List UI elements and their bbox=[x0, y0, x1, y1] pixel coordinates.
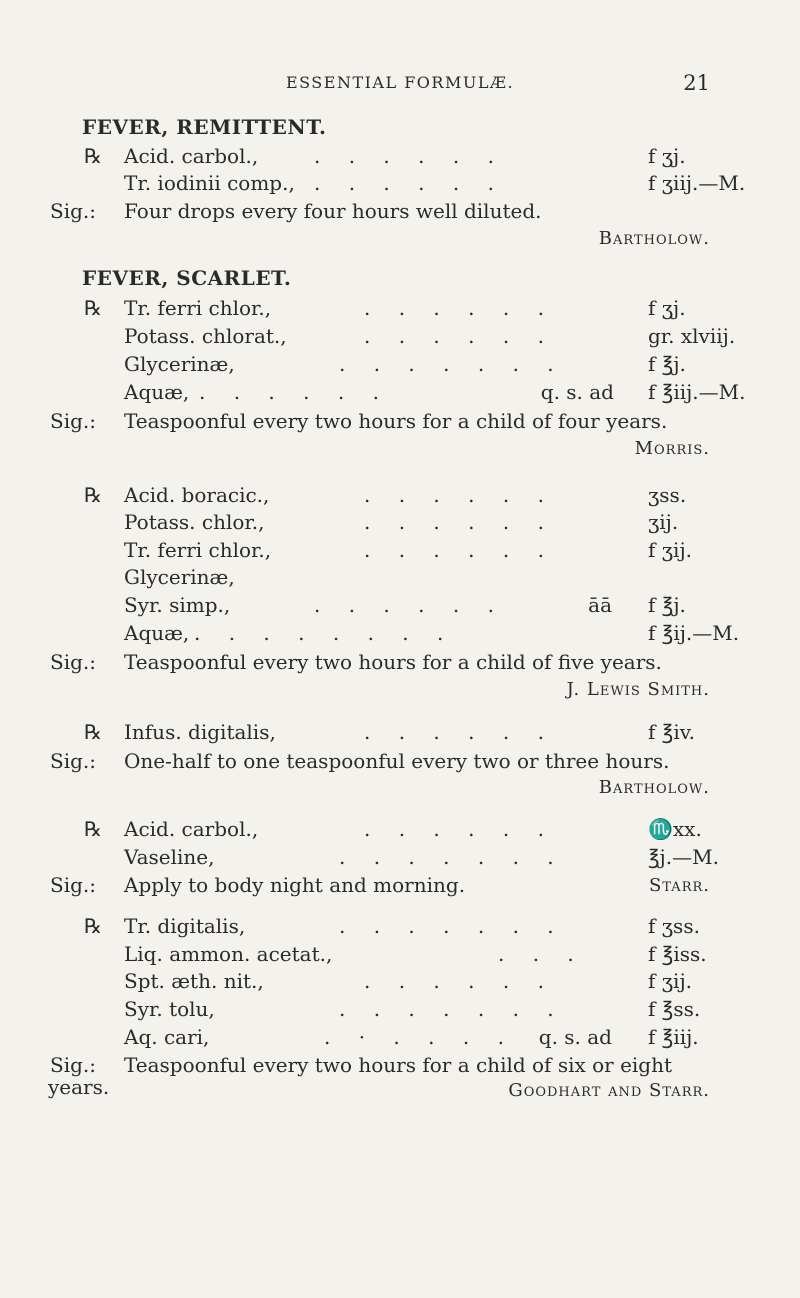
leader-dots: . . . . . . bbox=[364, 296, 555, 320]
sig-label: Sig.: bbox=[50, 1053, 96, 1077]
leader-dots: . . . . . . . . bbox=[194, 621, 455, 645]
ingredient-name: Potass. chlorat., bbox=[124, 324, 287, 348]
sig-text: One-half to one teaspoonful every two or three hours. bbox=[124, 749, 670, 773]
page-number: 21 bbox=[683, 71, 710, 95]
author: Bartholow. bbox=[598, 228, 710, 249]
sig-text: Teaspoonful every two hours for a child of six or eight bbox=[124, 1053, 673, 1077]
ingredient-name: Liq. ammon. acetat., bbox=[124, 942, 333, 966]
sig-label: Sig.: bbox=[50, 650, 96, 674]
ingredient-name: Glycerinæ, bbox=[124, 352, 235, 376]
ingredient-name: Syr. tolu, bbox=[124, 997, 215, 1021]
ingredient-name: Aquæ, bbox=[124, 380, 190, 404]
signa-line bbox=[50, 199, 541, 223]
author: J. Lewis Smith. bbox=[566, 679, 710, 700]
rx-symbol: ℞ bbox=[84, 720, 102, 744]
ingredient-name: Tr. digitalis, bbox=[124, 914, 246, 938]
sig-label: Sig.: bbox=[50, 749, 96, 773]
ingredient-quantity: f ʒj. bbox=[648, 144, 686, 168]
ingredient-row bbox=[124, 845, 744, 871]
leader-dots: . . . . . . bbox=[364, 324, 555, 348]
ingredient-quantity: f ℥ij.—M. bbox=[648, 621, 740, 645]
ingredient-row bbox=[124, 720, 744, 746]
ingredient-row bbox=[124, 942, 744, 968]
sig-continuation: years. bbox=[48, 1075, 110, 1099]
ingredient-row bbox=[124, 565, 744, 591]
rx-symbol: ℞ bbox=[84, 296, 102, 320]
sig-text: Apply to body night and morning. bbox=[124, 873, 466, 897]
ingredient-name: Acid. boracic., bbox=[124, 483, 270, 507]
leader-dots: . . . . . . bbox=[364, 817, 555, 841]
ingredient-row bbox=[124, 538, 744, 564]
leader-dots: . . . . . . bbox=[364, 720, 555, 744]
leader-dots: . . . bbox=[498, 942, 585, 966]
ingredient-row bbox=[124, 510, 744, 536]
ingredient-quantity: f ʒiij.—M. bbox=[648, 171, 746, 195]
signa-line bbox=[50, 409, 667, 433]
signa-line bbox=[50, 749, 669, 773]
ingredient-quantity: f ℥iij.—M. bbox=[648, 380, 746, 404]
ingredient-quantity: f ʒj. bbox=[648, 296, 686, 320]
rx-symbol: ℞ bbox=[84, 144, 102, 168]
ingredient-name: Tr. iodinii comp., bbox=[124, 171, 295, 195]
ingredient-row bbox=[124, 1025, 744, 1051]
leader-dots: . . . . . . bbox=[364, 969, 555, 993]
ingredient-row bbox=[124, 969, 744, 995]
ingredient-quantity: ♏xx. bbox=[648, 817, 702, 841]
ingredient-name: Acid. carbol., bbox=[124, 144, 259, 168]
ingredient-quantity: f ℥j. bbox=[648, 593, 686, 617]
leader-dots: . . . . . . . bbox=[339, 997, 565, 1021]
leader-dots: . . . . . . bbox=[314, 593, 505, 617]
section-title-fever-scarlet: FEVER, SCARLET. bbox=[82, 266, 292, 290]
ingredient-row bbox=[124, 483, 744, 509]
ingredient-quantity: f ʒss. bbox=[648, 914, 700, 938]
ingredient-name: Tr. ferri chlor., bbox=[124, 538, 272, 562]
ingredient-row bbox=[124, 997, 744, 1023]
leader-dots: . . . . . . . bbox=[339, 914, 565, 938]
sig-text: Teaspoonful every two hours for a child of four years. bbox=[124, 409, 668, 433]
signa-line bbox=[50, 1053, 672, 1077]
leader-dots: . . . . . . . bbox=[339, 352, 565, 376]
ingredient-name: Vaseline, bbox=[124, 845, 215, 869]
sig-text: Teaspoonful every two hours for a child of five years. bbox=[124, 650, 662, 674]
ingredient-name: Aquæ, bbox=[124, 621, 190, 645]
ingredient-name: Aq. cari, bbox=[124, 1025, 210, 1049]
author: Starr. bbox=[649, 875, 710, 896]
ingredient-quantity: f ℥iss. bbox=[648, 942, 707, 966]
ingredient-name: Spt. æth. nit., bbox=[124, 969, 264, 993]
rx-symbol: ℞ bbox=[84, 483, 102, 507]
leader-dots: . . . . . . . bbox=[339, 845, 565, 869]
author: Goodhart and Starr. bbox=[508, 1080, 710, 1101]
ingredient-row bbox=[124, 324, 744, 350]
ingredient-name: Tr. ferri chlor., bbox=[124, 296, 272, 320]
rx-symbol: ℞ bbox=[84, 914, 102, 938]
running-title: ESSENTIAL FORMULÆ. bbox=[285, 73, 515, 92]
ingredient-quantity: ℥j.—M. bbox=[648, 845, 719, 869]
author: Bartholow. bbox=[598, 777, 710, 798]
ingredient-name: Infus. digitalis, bbox=[124, 720, 276, 744]
ingredient-name: Glycerinæ, bbox=[124, 565, 235, 589]
ingredient-quantity: f ℥j. bbox=[648, 352, 686, 376]
ingredient-quantity: f ℥iij. bbox=[648, 1025, 699, 1049]
ingredient-quantity: f ℥ss. bbox=[648, 997, 701, 1021]
ingredient-row bbox=[124, 621, 744, 647]
ingredient-row bbox=[124, 296, 744, 322]
leader-dots: . . . . . . bbox=[364, 483, 555, 507]
ingredient-row bbox=[124, 352, 744, 378]
section-title-fever-remittent: FEVER, REMITTENT. bbox=[82, 115, 327, 139]
ingredient-quantity: f ℥iv. bbox=[648, 720, 695, 744]
leader-dots: . . . . . . bbox=[364, 510, 555, 534]
ingredient-name: Syr. simp., bbox=[124, 593, 231, 617]
quantity-prefix: q. s. ad bbox=[538, 1025, 612, 1049]
ingredient-quantity: f ʒij. bbox=[648, 969, 693, 993]
ingredient-name: Potass. chlor., bbox=[124, 510, 265, 534]
quantity-prefix: q. s. ad bbox=[540, 380, 614, 404]
ingredient-quantity: gr. xlviij. bbox=[648, 324, 736, 348]
ingredient-quantity: ʒij. bbox=[648, 510, 679, 534]
leader-dots: . · . . . . bbox=[324, 1025, 515, 1049]
ingredient-quantity: f ʒij. bbox=[648, 538, 693, 562]
signa-line bbox=[50, 650, 662, 674]
leader-dots: . . . . . . bbox=[314, 171, 505, 195]
signa-line bbox=[50, 873, 465, 897]
ingredient-row bbox=[124, 144, 744, 170]
sig-label: Sig.: bbox=[50, 199, 96, 223]
ingredient-row bbox=[124, 593, 744, 619]
author: Morris. bbox=[634, 438, 710, 459]
sig-label: Sig.: bbox=[50, 873, 96, 897]
ingredient-name: Acid. carbol., bbox=[124, 817, 259, 841]
sig-label: Sig.: bbox=[50, 409, 96, 433]
ingredient-row bbox=[124, 171, 744, 197]
page-header bbox=[0, 73, 800, 103]
ingredient-row bbox=[124, 817, 744, 843]
leader-dots: . . . . . . bbox=[199, 380, 390, 404]
ingredient-row bbox=[124, 380, 744, 406]
quantity-prefix: āā bbox=[588, 593, 612, 617]
sig-text: Four drops every four hours well diluted. bbox=[124, 199, 542, 223]
ingredient-quantity: ʒss. bbox=[648, 483, 687, 507]
ingredient-row bbox=[124, 914, 744, 940]
rx-symbol: ℞ bbox=[84, 817, 102, 841]
leader-dots: . . . . . . bbox=[314, 144, 505, 168]
leader-dots: . . . . . . bbox=[364, 538, 555, 562]
